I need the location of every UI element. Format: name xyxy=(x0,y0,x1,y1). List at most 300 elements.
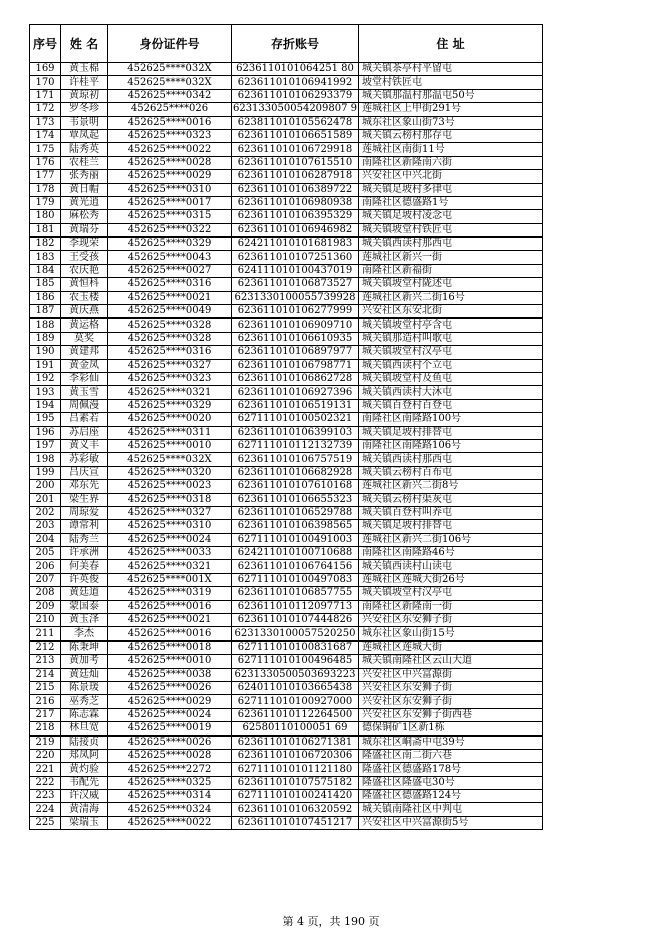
cell-seq: 176 xyxy=(30,156,61,169)
cell-account: 623811010105562478 xyxy=(232,116,359,129)
cell-id: 452625****0320 xyxy=(108,466,232,479)
cell-account: 623611010106764156 xyxy=(232,560,359,573)
cell-name: 陆秀英 xyxy=(61,143,108,156)
cell-id: 452625****0319 xyxy=(108,587,232,600)
cell-seq: 169 xyxy=(30,63,61,76)
cell-id: 452625****0342 xyxy=(108,89,232,102)
table-row xyxy=(30,736,543,750)
cell-id: 452625****0016 xyxy=(108,116,232,129)
cell-account: 623611010106927396 xyxy=(232,386,359,399)
cell-name: 梁瑞玉 xyxy=(61,816,108,829)
cell-address: 兴安社区中兴北街 xyxy=(359,170,543,183)
cell-seq: 223 xyxy=(30,790,61,803)
cell-account: 623611010106873527 xyxy=(232,278,359,291)
cell-id: 452625****032X xyxy=(108,76,232,89)
cell-id: 452625****0027 xyxy=(108,264,232,277)
cell-address: 莲城社区新兴二街8号 xyxy=(359,480,543,493)
header-address: 住 址 xyxy=(359,25,543,63)
cell-name: 李杰 xyxy=(61,627,108,641)
cell-address: 城关镇西读村那西屯 xyxy=(359,453,543,466)
cell-address: 隆盛社区德盛路178号 xyxy=(359,763,543,776)
cell-seq: 197 xyxy=(30,439,61,452)
cell-seq: 194 xyxy=(30,399,61,412)
cell-name: 林旦宽 xyxy=(61,722,108,736)
cell-seq: 211 xyxy=(30,627,61,641)
cell-seq: 186 xyxy=(30,291,61,304)
cell-account: 623611010107615510 xyxy=(232,156,359,169)
table-row xyxy=(30,278,543,291)
table-row xyxy=(30,359,543,372)
cell-name: 陆秀兰 xyxy=(61,533,108,546)
cell-address: 莲城社区莲城大街26号 xyxy=(359,573,543,586)
header-account: 存折账号 xyxy=(232,25,359,63)
cell-id: 452625****0318 xyxy=(108,493,232,506)
table-row xyxy=(30,332,543,345)
table-row xyxy=(30,103,543,116)
cell-id: 452625****0323 xyxy=(108,372,232,385)
cell-account: 627111010100491003 xyxy=(232,533,359,546)
cell-account: 6231330100055739928 xyxy=(232,291,359,304)
cell-account: 623611010106857755 xyxy=(232,587,359,600)
cell-account: 623611010106389722 xyxy=(232,183,359,196)
cell-seq: 219 xyxy=(30,736,61,750)
cell-id: 452625****026 xyxy=(108,103,232,116)
cell-seq: 215 xyxy=(30,681,61,694)
cell-seq: 174 xyxy=(30,129,61,142)
cell-account: 623611010107444826 xyxy=(232,614,359,627)
cell-seq: 221 xyxy=(30,763,61,776)
cell-name: 王受孩 xyxy=(61,251,108,264)
table-row xyxy=(30,439,543,452)
cell-id: 452625****0049 xyxy=(108,305,232,319)
table-row xyxy=(30,749,543,762)
cell-name: 陈景瑗 xyxy=(61,681,108,694)
table-row xyxy=(30,708,543,721)
cell-account: 623611010106720306 xyxy=(232,749,359,762)
cell-address: 城东社区象山街73号 xyxy=(359,116,543,129)
cell-account: 623611010106729918 xyxy=(232,143,359,156)
cell-id: 452625****0021 xyxy=(108,291,232,304)
cell-name: 吕素若 xyxy=(61,413,108,426)
cell-id: 452625****001X xyxy=(108,573,232,586)
cell-account: 623611010106862728 xyxy=(232,372,359,385)
cell-seq: 190 xyxy=(30,346,61,359)
cell-account: 624111010100437019 xyxy=(232,264,359,277)
table-row xyxy=(30,600,543,613)
cell-address: 城关镇南隆社区云山大道 xyxy=(359,655,543,668)
table-row xyxy=(30,480,543,493)
cell-account: 623611010106519131 xyxy=(232,399,359,412)
cell-seq: 200 xyxy=(30,480,61,493)
cell-id: 452625****0324 xyxy=(108,803,232,816)
cell-name: 黄灼验 xyxy=(61,763,108,776)
cell-seq: 206 xyxy=(30,560,61,573)
cell-id: 452625****0022 xyxy=(108,143,232,156)
cell-seq: 202 xyxy=(30,506,61,519)
cell-name: 吕庆宣 xyxy=(61,466,108,479)
table-row xyxy=(30,76,543,89)
cell-address: 城关镇坡堂村陇述屯 xyxy=(359,278,543,291)
cell-name: 黄瑞芬 xyxy=(61,223,108,237)
cell-seq: 201 xyxy=(30,493,61,506)
cell-id: 452625****0327 xyxy=(108,506,232,519)
cell-seq: 222 xyxy=(30,776,61,789)
cell-id: 452625****0316 xyxy=(108,346,232,359)
cell-name: 许桂平 xyxy=(61,76,108,89)
table-row xyxy=(30,116,543,129)
table-row xyxy=(30,776,543,789)
cell-name: 张秀丽 xyxy=(61,170,108,183)
cell-address: 南隆社区南隆路106号 xyxy=(359,439,543,452)
cell-seq: 187 xyxy=(30,305,61,319)
table-row xyxy=(30,547,543,560)
cell-address: 南隆社区德盛路1号 xyxy=(359,196,543,209)
table-row xyxy=(30,156,543,169)
cell-seq: 182 xyxy=(30,237,61,251)
cell-account: 627111010100502321 xyxy=(232,413,359,426)
cell-seq: 208 xyxy=(30,587,61,600)
table-row xyxy=(30,183,543,196)
cell-address: 城东社区峒斋中屯39号 xyxy=(359,736,543,750)
table-row xyxy=(30,668,543,681)
cell-account: 623611010106651589 xyxy=(232,129,359,142)
cell-address: 莲城社区莲城大街 xyxy=(359,641,543,655)
table-row xyxy=(30,399,543,412)
cell-seq: 195 xyxy=(30,413,61,426)
table-row xyxy=(30,790,543,803)
cell-seq: 185 xyxy=(30,278,61,291)
cell-account: 623611010106682928 xyxy=(232,466,359,479)
cell-name: 农桂兰 xyxy=(61,156,108,169)
cell-id: 452625****0329 xyxy=(108,237,232,251)
cell-id: 452625****0327 xyxy=(108,359,232,372)
table-row xyxy=(30,237,543,251)
cell-account: 623611010106271381 xyxy=(232,736,359,750)
cell-id: 452625****0028 xyxy=(108,156,232,169)
cell-address: 兴安社区东安狮子街 xyxy=(359,681,543,694)
cell-seq: 213 xyxy=(30,655,61,668)
cell-id: 452625****0038 xyxy=(108,668,232,681)
cell-id: 452625****0321 xyxy=(108,386,232,399)
cell-seq: 170 xyxy=(30,76,61,89)
table-row xyxy=(30,305,543,319)
table-row xyxy=(30,372,543,385)
cell-address: 南隆社区南隆路46号 xyxy=(359,547,543,560)
cell-address: 城关镇百登村叫养屯 xyxy=(359,506,543,519)
cell-name: 黄廷道 xyxy=(61,587,108,600)
cell-name: 黄加考 xyxy=(61,655,108,668)
cell-name: 罗冬珍 xyxy=(61,103,108,116)
cell-id: 452625****0325 xyxy=(108,776,232,789)
cell-name: 黄玉棉 xyxy=(61,63,108,76)
cell-seq: 203 xyxy=(30,520,61,533)
table-row xyxy=(30,143,543,156)
cell-seq: 205 xyxy=(30,547,61,560)
cell-account: 623611010106798771 xyxy=(232,359,359,372)
cell-address: 城关镇坡堂村亭含屯 xyxy=(359,318,543,332)
cell-id: 452625****0024 xyxy=(108,708,232,721)
cell-id: 452625****0026 xyxy=(108,736,232,750)
cell-account: 6231330100057520250 xyxy=(232,627,359,641)
page-footer: 第 4 页，共 190 页 xyxy=(282,915,380,928)
cell-account: 627111010100497083 xyxy=(232,573,359,586)
cell-seq: 172 xyxy=(30,103,61,116)
cell-name: 黄恒科 xyxy=(61,278,108,291)
header-row xyxy=(30,25,543,63)
cell-address: 隆盛社区南二街六巷 xyxy=(359,749,543,762)
cell-address: 莲城社区南街11号 xyxy=(359,143,543,156)
cell-address: 城关镇西读村山读屯 xyxy=(359,560,543,573)
cell-id: 452625****0310 xyxy=(108,520,232,533)
cell-account: 624211010100710688 xyxy=(232,547,359,560)
cell-account: 623611010106941992 xyxy=(232,76,359,89)
cell-name: 许承洲 xyxy=(61,547,108,560)
cell-seq: 173 xyxy=(30,116,61,129)
cell-id: 452625****0033 xyxy=(108,547,232,560)
cell-seq: 180 xyxy=(30,210,61,223)
cell-account: 627111010112132739 xyxy=(232,439,359,452)
header-id: 身份证件号 xyxy=(108,25,232,63)
cell-account: 623133050054209807 9 xyxy=(232,103,358,115)
cell-name: 苏彩敏 xyxy=(61,453,108,466)
cell-address: 城关镇云榜村那存屯 xyxy=(359,129,543,142)
cell-seq: 171 xyxy=(30,89,61,102)
table-row xyxy=(30,466,543,479)
cell-account: 624011010103665438 xyxy=(232,681,359,694)
cell-account: 623611010107451217 xyxy=(232,816,359,829)
cell-address: 城关镇足坡村凌念屯 xyxy=(359,210,543,223)
cell-name: 巫秀芝 xyxy=(61,695,108,708)
cell-id: 452625****0024 xyxy=(108,533,232,546)
cell-name: 黄庆燕 xyxy=(61,305,108,319)
cell-address: 城关镇西读村个立屯 xyxy=(359,359,543,372)
cell-name: 黄清海 xyxy=(61,803,108,816)
cell-account: 623611010107251360 xyxy=(232,251,359,264)
cell-name: 覃凤起 xyxy=(61,129,108,142)
cell-seq: 220 xyxy=(30,749,61,762)
cell-name: 李现荣 xyxy=(61,237,108,251)
cell-id: 452625****0328 xyxy=(108,318,232,332)
cell-seq: 177 xyxy=(30,170,61,183)
cell-account: 623611010106897977 xyxy=(232,346,359,359)
cell-address: 莲城社区上甲街291号 xyxy=(359,103,543,116)
cell-account: 623611010106946982 xyxy=(232,223,359,237)
cell-name: 麻松秀 xyxy=(61,210,108,223)
cell-account: 627111010100927000 xyxy=(232,695,359,708)
cell-account: 627111010100241420 xyxy=(232,790,359,803)
table-row xyxy=(30,453,543,466)
cell-name: 李彩仙 xyxy=(61,372,108,385)
cell-address: 城关镇足坡村排替屯 xyxy=(359,520,543,533)
cell-account: 623611010106398565 xyxy=(232,520,359,533)
cell-account: 623611010112264500 xyxy=(232,708,359,721)
cell-address: 南隆社区新隆南一街 xyxy=(359,600,543,613)
cell-seq: 210 xyxy=(30,614,61,627)
cell-id: 452625****0019 xyxy=(108,722,232,736)
table-row xyxy=(30,560,543,573)
cell-account: 627111010100831687 xyxy=(232,641,359,655)
cell-name: 许英俊 xyxy=(61,573,108,586)
cell-id: 452625****0311 xyxy=(108,426,232,439)
cell-id: 452625****0321 xyxy=(108,560,232,573)
cell-address: 城关镇坡堂村铁匠屯 xyxy=(359,223,543,237)
table-row xyxy=(30,614,543,627)
cell-id: 452625****0323 xyxy=(108,129,232,142)
cell-id: 452625****0314 xyxy=(108,790,232,803)
table-row xyxy=(30,318,543,332)
cell-account: 623611010106320592 xyxy=(232,803,359,816)
table-row xyxy=(30,573,543,586)
cell-id: 452625****0316 xyxy=(108,278,232,291)
cell-address: 城关镇坡堂村汉亭屯 xyxy=(359,346,543,359)
cell-seq: 218 xyxy=(30,722,61,736)
cell-address: 兴安社区东安狮子街 xyxy=(359,695,543,708)
cell-account: 623611010106909710 xyxy=(232,318,359,332)
cell-address: 兴安社区东安狮子街 xyxy=(359,614,543,627)
table-row xyxy=(30,493,543,506)
cell-account: 623611010106655323 xyxy=(232,493,359,506)
table-row xyxy=(30,63,543,76)
cell-account: 627111010101121180 xyxy=(232,763,359,776)
header-seq: 序号 xyxy=(30,25,61,63)
cell-name: 农玉楼 xyxy=(61,291,108,304)
table-row xyxy=(30,170,543,183)
cell-seq: 217 xyxy=(30,708,61,721)
cell-id: 452625****0023 xyxy=(108,480,232,493)
cell-account: 623611010107575182 xyxy=(232,776,359,789)
table-row xyxy=(30,655,543,668)
table-row xyxy=(30,196,543,209)
cell-id: 452625****2272 xyxy=(108,763,232,776)
cell-address: 南隆社区新隆南六街 xyxy=(359,156,543,169)
cell-name: 黄运格 xyxy=(61,318,108,332)
cell-address: 兴安社区东安北街 xyxy=(359,305,543,319)
cell-id: 452625****0029 xyxy=(108,170,232,183)
table-row xyxy=(30,803,543,816)
cell-address: 城东社区象山街15号 xyxy=(359,627,543,641)
cell-account: 623611010106980938 xyxy=(232,196,359,209)
cell-seq: 198 xyxy=(30,453,61,466)
table-row xyxy=(30,89,543,102)
table-row xyxy=(30,386,543,399)
table-row xyxy=(30,426,543,439)
cell-id: 452625****0328 xyxy=(108,332,232,345)
cell-address: 城关镇云榜村百布屯 xyxy=(359,466,543,479)
table-row xyxy=(30,346,543,359)
cell-address: 隆盛社区隆盛屯30号 xyxy=(359,776,543,789)
table-body xyxy=(30,63,543,830)
cell-account: 623611010106293379 xyxy=(232,89,359,102)
cell-account: 623611010106395329 xyxy=(232,210,359,223)
cell-name: 黄琼初 xyxy=(61,89,108,102)
cell-id: 452625****0029 xyxy=(108,695,232,708)
cell-account: 623611010106757519 xyxy=(232,453,359,466)
cell-address: 城关镇百登村百登屯 xyxy=(359,399,543,412)
cell-seq: 209 xyxy=(30,600,61,613)
table-row xyxy=(30,641,543,655)
cell-address: 城关镇足坡村多律屯 xyxy=(359,183,543,196)
cell-address: 莲城社区新兴二街16号 xyxy=(359,291,543,304)
cell-id: 452625****0010 xyxy=(108,439,232,452)
table-row xyxy=(30,681,543,694)
cell-seq: 214 xyxy=(30,668,61,681)
cell-name: 梁生界 xyxy=(61,493,108,506)
cell-name: 黄廷灿 xyxy=(61,668,108,681)
cell-account: 623611010106277999 xyxy=(232,305,359,319)
cell-address: 城关镇那温村那温屯50号 xyxy=(359,89,543,102)
cell-seq: 207 xyxy=(30,573,61,586)
cell-id: 452625****0016 xyxy=(108,627,232,641)
cell-id: 452625****0315 xyxy=(108,210,232,223)
cell-account: 624211010101681983 xyxy=(232,237,359,251)
cell-name: 陈秉坤 xyxy=(61,641,108,655)
cell-id: 452625****032X xyxy=(108,453,232,466)
table-row xyxy=(30,291,543,304)
cell-name: 黄玉雪 xyxy=(61,386,108,399)
cell-address: 南隆社区新福街 xyxy=(359,264,543,277)
table-row xyxy=(30,210,543,223)
cell-name: 韦配先 xyxy=(61,776,108,789)
cell-seq: 196 xyxy=(30,426,61,439)
cell-id: 452625****0021 xyxy=(108,614,232,627)
cell-seq: 192 xyxy=(30,372,61,385)
cell-id: 452625****0310 xyxy=(108,183,232,196)
cell-seq: 175 xyxy=(30,143,61,156)
cell-name: 黄义丰 xyxy=(61,439,108,452)
cell-name: 黄金凤 xyxy=(61,359,108,372)
cell-address: 莲城社区新兴一街 xyxy=(359,251,543,264)
cell-id: 452625****0026 xyxy=(108,681,232,694)
cell-address: 城关镇西读村那西屯 xyxy=(359,237,543,251)
cell-seq: 188 xyxy=(30,318,61,332)
cell-address: 城关镇那造村叫歌屯 xyxy=(359,332,543,345)
cell-account: 62580110100051 69 xyxy=(232,722,359,736)
cell-name: 许汉威 xyxy=(61,790,108,803)
cell-id: 452625****032X xyxy=(108,63,232,76)
table-row xyxy=(30,763,543,776)
cell-address: 城关镇云榜村渠灰屯 xyxy=(359,493,543,506)
cell-account: 623611010106399103 xyxy=(232,426,359,439)
cell-id: 452625****0022 xyxy=(108,816,232,829)
cell-name: 郑凤阿 xyxy=(61,749,108,762)
table-row xyxy=(30,695,543,708)
cell-seq: 181 xyxy=(30,223,61,237)
table-row xyxy=(30,264,543,277)
cell-address: 城关镇南隆社区中判屯 xyxy=(359,803,543,816)
cell-seq: 191 xyxy=(30,359,61,372)
cell-id: 452625****0017 xyxy=(108,196,232,209)
cell-address: 城关镇足坡村排替屯 xyxy=(359,426,543,439)
cell-name: 周佩漫 xyxy=(61,399,108,412)
cell-id: 452625****0322 xyxy=(108,223,232,237)
cell-name: 苏启座 xyxy=(61,426,108,439)
cell-name: 韦景明 xyxy=(61,116,108,129)
cell-id: 452625****0016 xyxy=(108,600,232,613)
cell-address: 兴安社区中兴富源街5号 xyxy=(359,816,543,829)
cell-address: 隆盛社区德盛路124号 xyxy=(359,790,543,803)
cell-id: 452625****0010 xyxy=(108,655,232,668)
cell-seq: 199 xyxy=(30,466,61,479)
cell-seq: 189 xyxy=(30,332,61,345)
cell-seq: 204 xyxy=(30,533,61,546)
cell-name: 陈志霖 xyxy=(61,708,108,721)
cell-account: 623611010106610935 xyxy=(232,332,359,345)
cell-seq: 216 xyxy=(30,695,61,708)
table-row xyxy=(30,129,543,142)
data-table xyxy=(29,24,543,830)
cell-account: 627111010100496485 xyxy=(232,655,359,668)
table-row xyxy=(30,251,543,264)
